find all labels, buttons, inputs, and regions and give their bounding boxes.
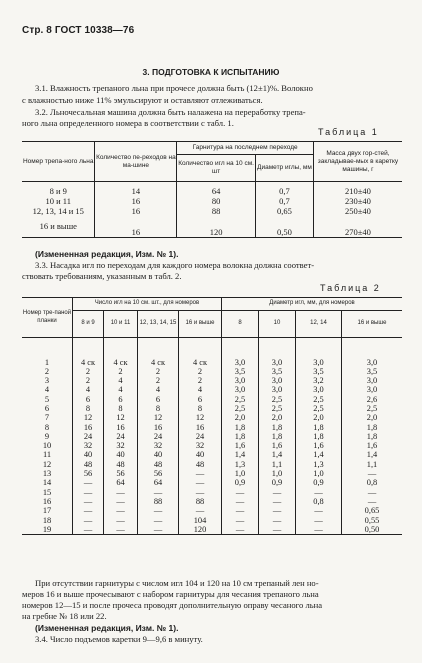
t2-cell: — [179,469,222,478]
t2-cell: 1,8 [366,422,378,432]
t2-cell: 4 [104,376,138,385]
t2-cell: 2,5 [296,404,342,413]
t1-header-number: Номер трепа-ного льна [22,142,95,182]
t2-cell: 2,0 [296,413,342,422]
t2-cell: — [259,506,296,515]
t2-subheader: 12, 14 [296,311,342,338]
t2-cell: 2,0 [366,413,378,423]
t2-cell: 3,0 [366,357,378,367]
t2-cell: 12 [73,413,104,422]
t2-cell: 16 [179,423,222,432]
table-row [22,460,402,469]
t2-cell: 2,5 [366,403,378,413]
t2-cell: 3,0 [222,376,259,385]
t2-cell: — [73,497,104,506]
t1-cell: 80 [177,196,256,206]
t2-cell: 6 [104,395,138,404]
t2-cell: — [259,525,296,535]
table-1 [22,141,402,238]
t2-plank-number: 1 [22,358,73,367]
t2-cell: 48 [73,460,104,469]
t2-subheader: 10 и 11 [104,311,138,338]
t2-cell: 1,3 [296,460,342,469]
t1-cell: 230±40 [345,195,371,206]
t2-cell: 40 [104,450,138,459]
t1-cell: 16 [95,196,177,206]
t2-plank-number: 10 [22,441,73,450]
t2-cell: 1,8 [296,432,342,441]
t2-cell: — [259,488,296,497]
t1-header-group: Гарнитура на последнем переходе [177,142,314,155]
t1-cell: 250±40 [345,205,371,216]
t2-cell: 0,55 [364,515,380,525]
t2-cell: — [222,516,259,525]
t1-cell: 8 и 9 [22,186,95,196]
t2-cell: 8 [179,404,222,413]
t2-cell: — [104,506,138,515]
table-row [22,441,402,450]
t2-plank-number: 8 [22,423,73,432]
t2-plank-number: 18 [22,516,73,525]
t2-cell: — [222,506,259,515]
t2-cell: 0,9 [296,478,342,487]
note-2: (Измененная редакция, Изм. № 1). [35,623,179,633]
t1-header-needles: Количество игл на 10 см. шт [177,155,256,182]
t2-cell: 4 ск [73,358,104,367]
t2-cell: — [222,488,259,497]
t2-cell: — [296,506,342,515]
t2-cell: 2,6 [366,394,378,404]
t2-cell: 4 [104,385,138,394]
t2-cell: — [138,506,179,515]
t2-plank-number: 4 [22,385,73,394]
t2-cell: 64 [104,478,138,487]
table-row [22,469,402,478]
t2-plank-number: 6 [22,404,73,413]
t2-plank-number: 12 [22,460,73,469]
t2-cell: 1,0 [259,469,296,478]
table-row [22,525,402,535]
t2-cell: 8 [138,404,179,413]
t2-cell: 4 [179,385,222,394]
t2-cell: 2 [73,376,104,385]
t1-header-mass: Масса двух гор-стей, закладывае-мых в каретку машины, г [313,142,402,182]
t2-cell: 4 [138,385,179,394]
t1-cell: 0,50 [255,216,313,238]
t2-cell: 1,8 [222,432,259,441]
t2-cell: 104 [179,516,222,525]
t2-cell: 2,5 [296,395,342,404]
t2-plank-number: 5 [22,395,73,404]
t2-cell: — [296,516,342,525]
t2-cell: 48 [179,460,222,469]
t2-cell: — [367,487,377,497]
t2-cell: 1,8 [222,423,259,432]
t2-cell: 3,2 [296,376,342,385]
para-3-3-line-1: 3.3. Насадка игл по переходам для каждого номера волокна должна соответ- [35,260,315,270]
t2-cell: 2 [73,367,104,376]
t2-cell: 32 [138,441,179,450]
para-after-line-2: меров 16 и выше прочесывают с набором гарнитуры для чесания трепаного льна [22,589,319,599]
t2-plank-number: 16 [22,497,73,506]
t2-cell: 3,0 [259,385,296,394]
page-header: Стр. 8 ГОСТ 10338—76 [22,25,135,36]
t2-cell: 2 [179,367,222,376]
table-row [22,385,402,394]
t2-cell: — [73,478,104,487]
t2-cell: 1,3 [222,460,259,469]
t2-cell: 1,0 [222,469,259,478]
t2-cell: 24 [73,432,104,441]
t2-plank-number: 2 [22,367,73,376]
t1-cell: 120 [177,216,256,238]
table-row [22,488,402,497]
t1-cell: 0,7 [255,186,313,196]
t2-cell: 24 [104,432,138,441]
t1-cell: 270±40 [345,227,371,237]
t2-cell: — [367,496,377,506]
t2-cell: — [104,497,138,506]
t2-cell: 3,5 [222,367,259,376]
t2-subheader: 16 и выше [179,311,222,338]
t2-cell: 120 [179,525,222,535]
t1-header-passes: Количество пе-реходов на ма-шине [95,142,177,182]
t2-cell: 1,1 [259,460,296,469]
table-row [22,478,402,487]
t2-body [22,358,402,535]
t1-cell: 16 [95,216,177,238]
table-row [22,358,402,367]
t2-plank-number: 14 [22,478,73,487]
t2-cell: — [179,478,222,487]
t2-cell: 1,8 [259,423,296,432]
table-2 [22,297,402,535]
t2-cell: 40 [138,450,179,459]
t1-cell: 88 [177,206,256,216]
t2-cell: 16 [138,423,179,432]
t2-cell: 3,0 [222,358,259,367]
t1-cell: 0,7 [255,196,313,206]
t2-cell: 1,4 [222,450,259,459]
para-3-2-line-2: ного льна определенного номера в соответствии с табл. 1. [22,118,234,128]
t2-cell: 2,5 [222,404,259,413]
t2-cell: 24 [138,432,179,441]
t2-cell: 16 [73,423,104,432]
t2-cell: 3,0 [296,385,342,394]
t2-subheader: 16 и выше [357,320,387,327]
t2-cell: — [73,506,104,515]
t2-cell: 2 [179,376,222,385]
para-3-1-line-1: 3.1. Влажность трепаного льна при прочесе должна быть (12±1)%. Волокно [35,83,313,93]
t2-cell: 12 [104,413,138,422]
t1-cell: 12, 13, 14 и 15 [22,206,95,216]
t2-cell: 16 [104,423,138,432]
t2-cell: — [259,516,296,525]
t2-cell: 88 [179,497,222,506]
t2-cell: 40 [179,450,222,459]
table2-caption: Таблица 2 [320,283,381,293]
para-3-3-line-2: ствовать требованиям, указанным в табл. 2. [22,271,182,281]
table-row [22,423,402,432]
t2-cell: 2,0 [259,413,296,422]
t2-cell: 32 [104,441,138,450]
t2-cell: — [104,516,138,525]
t2-cell: 6 [73,395,104,404]
t2-cell: 3,5 [366,366,378,376]
t2-cell: 8 [104,404,138,413]
t2-cell: — [179,488,222,497]
t2-cell: 6 [179,395,222,404]
t2-subheader: 8 [222,311,259,338]
t2-cell: — [138,516,179,525]
t2-cell: 1,6 [222,441,259,450]
t2-cell: 3,0 [366,376,378,386]
t2-cell: 24 [179,432,222,441]
t2-cell: 1,8 [296,423,342,432]
t2-cell: — [73,516,104,525]
t2-cell: 4 [73,385,104,394]
section-title: 3. ПОДГОТОВКА К ИСПЫТАНИЮ [142,67,280,77]
t2-cell: 3,0 [296,358,342,367]
t2-cell: 1,6 [259,441,296,450]
t2-cell: — [73,488,104,497]
t2-cell: 0,65 [364,506,380,516]
t2-cell: 3,5 [259,367,296,376]
t2-cell: 1,6 [366,441,378,451]
t2-cell: — [296,488,342,497]
t2-header-diameter-group: Диаметр игл, мм, для номеров [222,298,403,311]
t2-cell: 2 [138,367,179,376]
t2-cell: 0,9 [259,478,296,487]
t2-cell: 40 [73,450,104,459]
t2-cell: 56 [138,469,179,478]
t2-cell: — [367,469,377,479]
t2-cell: 4 ск [104,358,138,367]
t2-cell: 2,5 [222,395,259,404]
t2-subheader: 8 и 9 [73,311,104,338]
t2-cell: 1,4 [296,450,342,459]
table-row [22,450,402,459]
t2-cell: 1,1 [366,459,378,469]
t2-cell: — [104,488,138,497]
table-row [22,376,402,385]
t2-cell: 1,6 [296,441,342,450]
t1-header-diameter: Диаметр иглы, мм [255,155,313,182]
t2-cell: — [296,525,342,535]
table-row [22,413,402,422]
t2-cell: 12 [179,413,222,422]
t2-subheader: 12, 13, 14, 15 [138,311,179,338]
para-3-4: 3.4. Число подъемов каретки 9—9,6 в минуту. [35,634,203,644]
t1-cell: 16 [95,206,177,216]
para-after-line-1: При отсутствии гарнитуры с числом игл 104 и 120 на 10 см трепаный лен но- [35,578,319,588]
t2-cell: — [138,488,179,497]
t2-cell: 56 [73,469,104,478]
para-3-2-line-1: 3.2. Льночесальная машина должна быть налажена на переработку трепа- [35,107,306,117]
t2-cell: 8 [73,404,104,413]
t2-cell: 56 [104,469,138,478]
t2-plank-number: 15 [22,488,73,497]
t2-cell: 1,8 [259,432,296,441]
t2-subheader: 10 [259,311,296,338]
t2-cell: 0,50 [364,524,380,534]
t2-header-plank: Номер тре-паной планки [22,298,73,338]
t2-header-needles-group: Число игл на 10 см. шт., для номеров [73,298,222,311]
t2-cell: 4 ск [179,358,222,367]
t2-cell: — [259,497,296,506]
table-row [22,404,402,413]
t2-cell: 0,9 [222,478,259,487]
table-row [22,432,402,441]
t2-cell: 4 ск [138,358,179,367]
t2-cell: — [179,506,222,515]
t2-plank-number: 17 [22,506,73,515]
t2-cell: 64 [138,478,179,487]
t1-cell: 210±40 [345,185,371,196]
t2-cell: 2 [138,376,179,385]
table-row [22,497,402,506]
t1-cell: 0,65 [255,206,313,216]
t2-cell: 48 [104,460,138,469]
t2-cell: — [73,525,104,535]
t2-plank-number: 19 [22,525,73,535]
t2-cell: 0,8 [296,497,342,506]
t2-cell: 12 [138,413,179,422]
t2-cell: 3,0 [366,385,378,395]
t2-cell: — [222,525,259,535]
t2-cell: 1,0 [296,469,342,478]
t2-plank-number: 9 [22,432,73,441]
t2-cell: 1,4 [366,450,378,460]
t1-cell: 64 [177,186,256,196]
t2-cell: 3,0 [259,376,296,385]
t2-plank-number: 7 [22,413,73,422]
table-row [22,506,402,515]
table1-caption: Таблица 1 [318,127,379,137]
t2-plank-number: 11 [22,450,73,459]
t2-cell: 0,8 [366,478,378,488]
t2-cell: 1,8 [366,431,378,441]
t2-cell: 48 [138,460,179,469]
t1-cell: 16 и выше [22,216,95,238]
t2-cell: — [138,525,179,535]
t2-cell: 1,4 [259,450,296,459]
table-row [22,367,402,376]
t2-cell: 2 [104,367,138,376]
table-row [22,516,402,525]
t2-cell: 2,5 [259,404,296,413]
t2-cell: 32 [179,441,222,450]
t2-cell: 2,5 [259,395,296,404]
t2-cell: 32 [73,441,104,450]
t2-cell: 88 [138,497,179,506]
t2-cell: 3,5 [296,367,342,376]
t1-cell: 14 [95,186,177,196]
t2-cell: — [222,497,259,506]
para-after-line-4: на гребне № 18 или 22. [22,611,107,621]
t2-cell: 6 [138,395,179,404]
t2-cell: 2,0 [222,413,259,422]
t2-plank-number: 13 [22,469,73,478]
table-row [22,395,402,404]
t2-cell: 3,0 [259,358,296,367]
para-after-line-3: номеров 12—15 и после прочеса проводят дополнительную оправу чесаного льна [22,600,323,610]
t2-cell: 3,0 [222,385,259,394]
t2-plank-number: 3 [22,376,73,385]
t2-cell: — [104,525,138,535]
note-1: (Измененная редакция, Изм. № 1). [35,249,179,259]
para-3-1-line-2: с влажностью ниже 11% эмульсируют и оставляют отлеживаться. [22,95,263,105]
t1-cell: 10 и 11 [22,196,95,206]
